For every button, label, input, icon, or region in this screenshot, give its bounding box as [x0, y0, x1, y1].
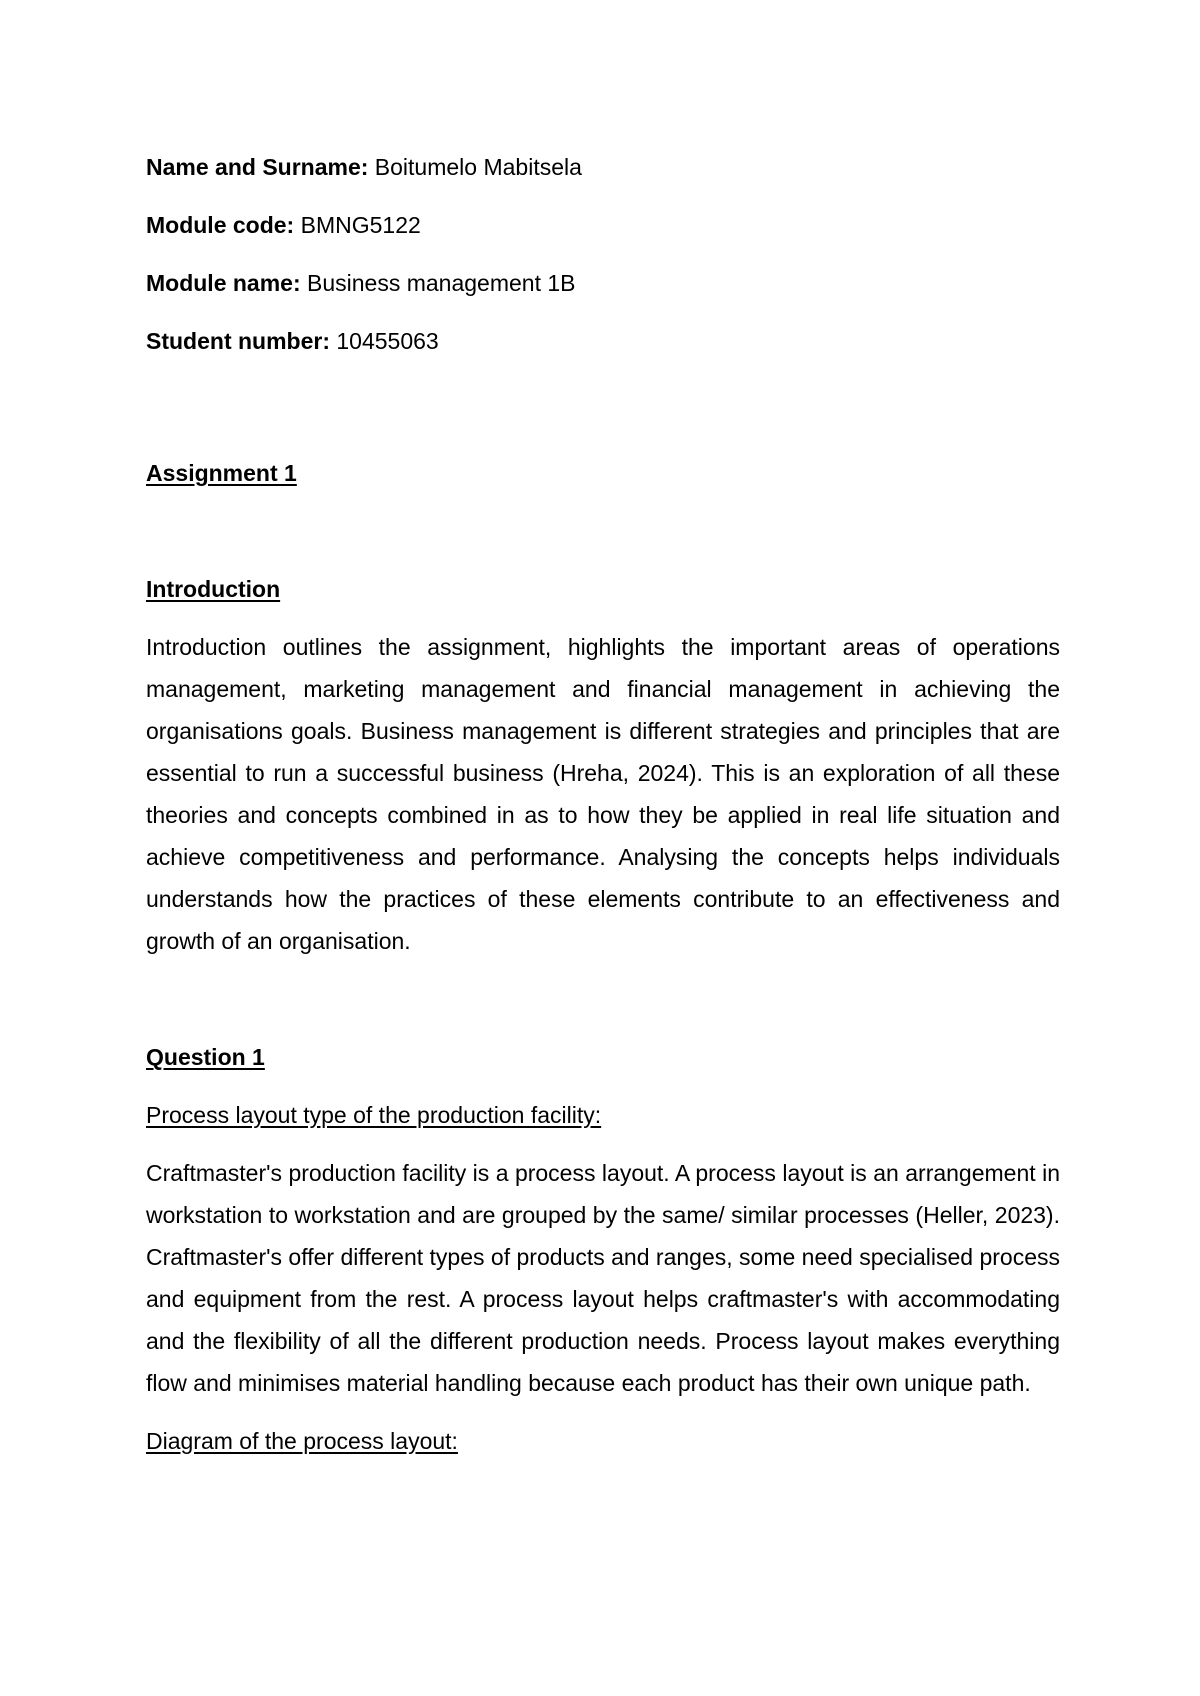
student-name-label: Name and Surname:: [146, 154, 369, 180]
document-content: [146, 146, 1060, 1462]
diagram-heading: Diagram of the process layout:: [146, 1428, 458, 1454]
spacer: [146, 1404, 1060, 1420]
module-code-value: BMNG5122: [294, 212, 421, 238]
spacer: [146, 1136, 1060, 1152]
spacer: [146, 1078, 1060, 1094]
assignment-title: Assignment 1: [146, 460, 297, 486]
spacer: [146, 962, 1060, 1036]
student-number-value: 10455063: [330, 328, 439, 354]
spacer: [146, 494, 1060, 568]
introduction-heading: Introduction: [146, 576, 281, 602]
student-number-line: [146, 320, 1060, 362]
student-name-line: [146, 146, 1060, 188]
spacer: [146, 378, 1060, 452]
question1-subheading: Process layout type of the production facility:: [146, 1102, 602, 1128]
student-name-value: Boitumelo Mabitsela: [368, 154, 582, 180]
module-name-label: Module name:: [146, 270, 301, 296]
question1-paragraph: Craftmaster's production facility is a process layout. A process layout is an arrangement in workstation to workstation and are grouped by the same/ similar processes (Heller, 2023). Craftmaster's offer different types of products and ranges, some need specialised process and equipment from the rest. A process layout helps craftmaster's with accommodating and the flexibility of all the different production needs. Process layout makes everything flow and minimises material handling because each product has their own unique path.: [146, 1160, 1060, 1396]
module-code-label: Module code:: [146, 212, 295, 238]
introduction-paragraph: Introduction outlines the assignment, highlights the important areas of operations management, marketing management and financial management in achieving the organisations goals. Business management is different strategies and principles that are essential to run a successful business (Hreha, 2024). This is an exploration of all these theories and concepts combined in as to how they be applied in real life situation and achieve competitiveness and performance. Analysing the concepts helps individuals understands how the practices of these elements contribute to an effectiveness and growth of an organisation.: [146, 634, 1060, 954]
question1-heading: Question 1: [146, 1044, 265, 1070]
module-name-value: Business management 1B: [300, 270, 576, 296]
spacer: [146, 610, 1060, 626]
student-number-label: Student number:: [146, 328, 330, 354]
module-name-line: [146, 262, 1060, 304]
module-code-line: [146, 204, 1060, 246]
